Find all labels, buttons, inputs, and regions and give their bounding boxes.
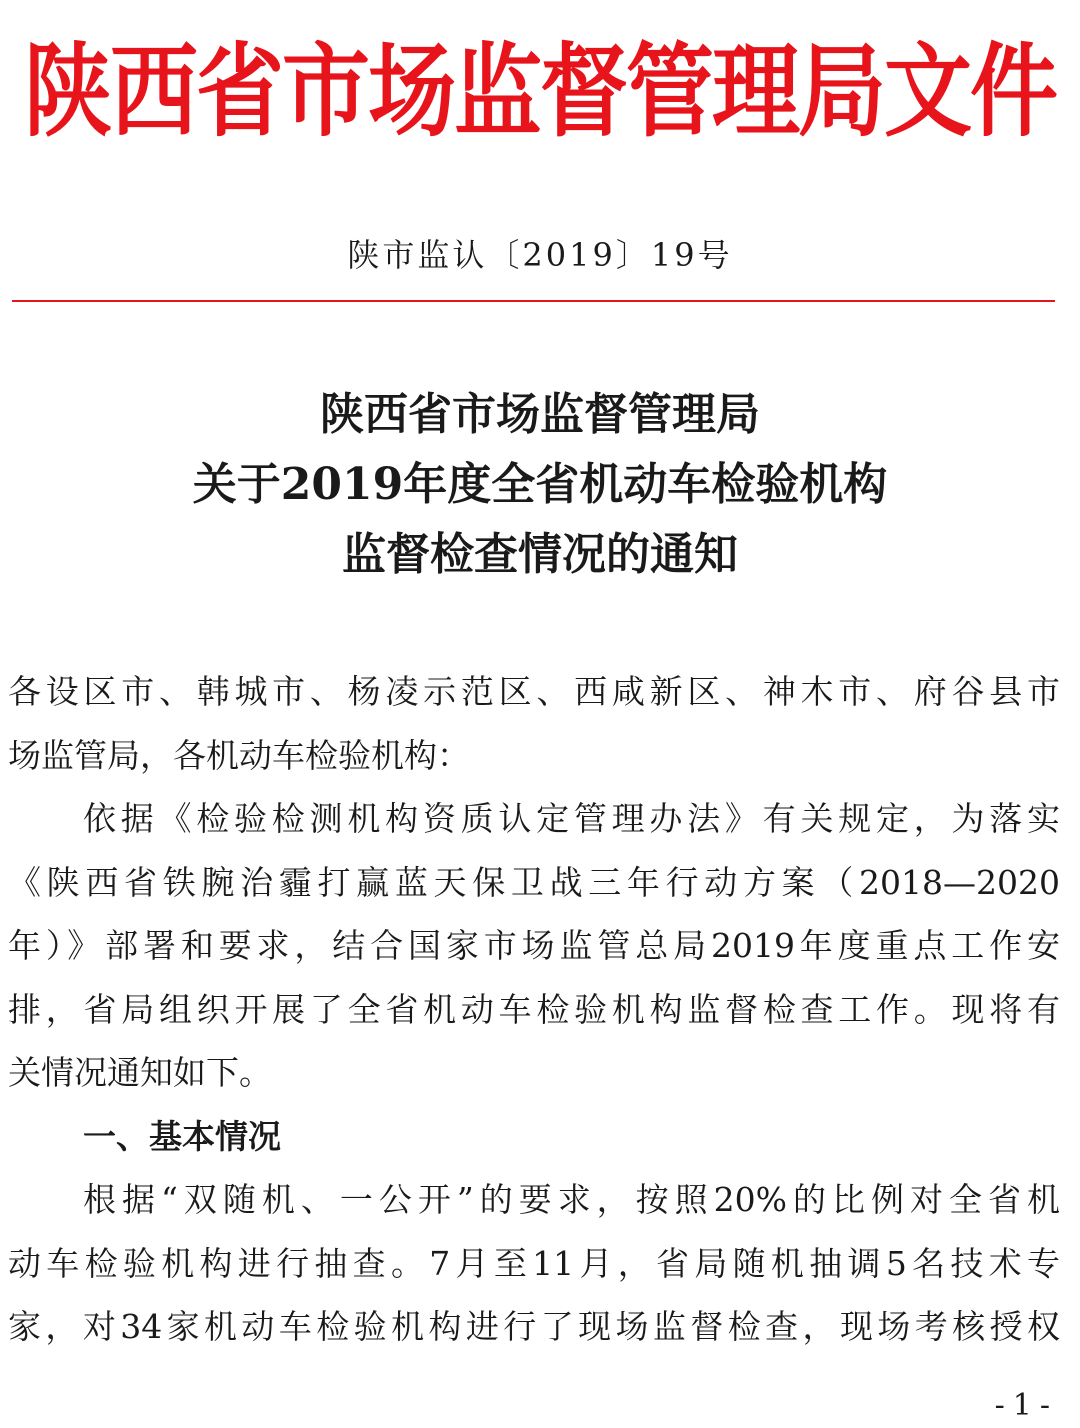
document-number: 陕市监认〔2019〕19号 (347, 236, 733, 274)
title-line: 关于2019年度全省机动车检验机构 (192, 459, 888, 510)
red-divider-line (12, 300, 1055, 302)
section-heading: 一、基本情况 (83, 1116, 281, 1156)
paragraph-line: 依据《检验检测机构资质认定管理办法》有关规定，为落实 (83, 799, 1060, 838)
paragraph-line: 家，对34家机动车检验机构进行了现场监督检查，现场考核授权 (8, 1307, 1060, 1346)
document-masthead: 陕西省市场监督管理局文件 (23, 31, 1056, 151)
document-body (8, 660, 1060, 1359)
paragraph-line: 《陕西省铁腕治霾打赢蓝天保卫战三年行动方案（2018—2020 (8, 862, 1060, 902)
title-line: 陕西省市场监督管理局 (320, 389, 760, 440)
paragraph-line: 排，省局组织开展了全省机动车检验机构监督检查工作。现将有 (8, 989, 1060, 1029)
paragraph-line: 动车检验机构进行抽查。7月至11月，省局随机抽调5名技术专 (8, 1243, 1060, 1283)
addressee-line: 各设区市、韩城市、杨凌示范区、西咸新区、神木市、府谷县市 (8, 672, 1060, 711)
document-title (0, 380, 1080, 590)
page-number: -1- (994, 1388, 1058, 1423)
addressee-line: 场监管局，各机动车检验机构： (8, 735, 470, 775)
paragraph-line: 根据“双随机、一公开”的要求，按照20%的比例对全省机 (83, 1180, 1060, 1219)
paragraph-line: 年）》部署和要求，结合国家市场监管总局2019年度重点工作安 (8, 926, 1060, 965)
paragraph-line: 关情况通知如下。 (8, 1053, 272, 1092)
title-line: 监督检查情况的通知 (342, 529, 738, 580)
